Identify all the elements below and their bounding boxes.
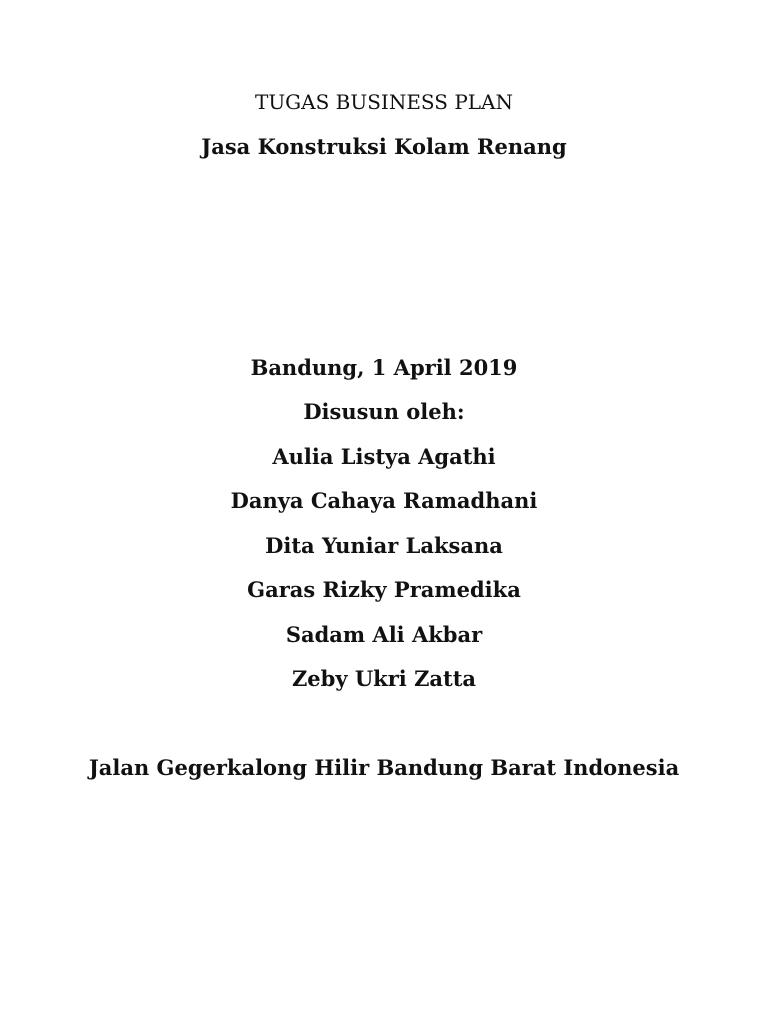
address: Jalan Gegerkalong Hilir Bandung Barat Indonesia: [88, 755, 680, 780]
prepared-by-label: Disusun oleh:: [303, 399, 465, 424]
document-title: TUGAS BUSINESS PLAN: [254, 90, 514, 114]
author-name: Aulia Listya Agathi: [272, 444, 496, 469]
author-name: Zeby Ukri Zatta: [291, 666, 477, 691]
place-date: Bandung, 1 April 2019: [250, 355, 518, 380]
author-name: Garas Rizky Pramedika: [247, 577, 521, 602]
author-name: Danya Cahaya Ramadhani: [230, 488, 538, 513]
author-name: Dita Yuniar Laksana: [265, 533, 503, 558]
document-subtitle: Jasa Konstruksi Kolam Renang: [201, 134, 567, 159]
author-name: Sadam Ali Akbar: [285, 622, 483, 647]
